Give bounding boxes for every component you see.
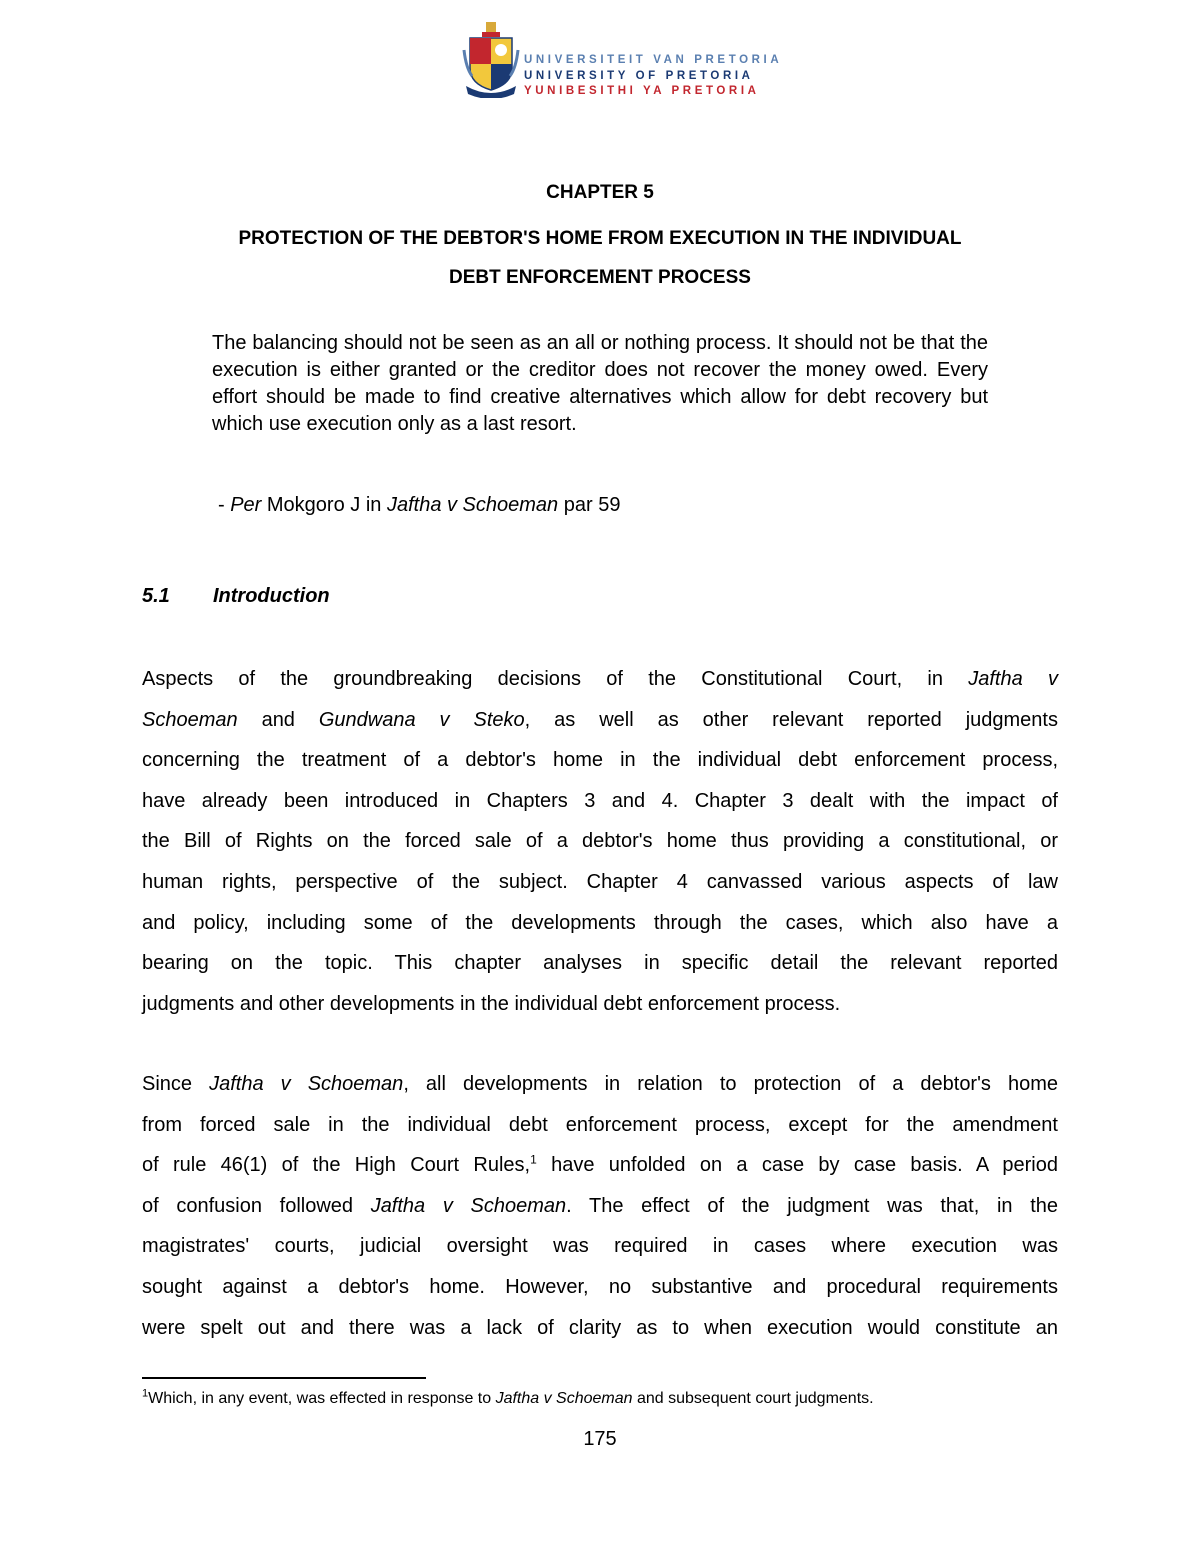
- p1-line: have already been introduced in Chapters 3 and 4. Chapter 3 dealt with the impact of: [142, 789, 1058, 812]
- epigraph-attribution: [218, 494, 620, 517]
- attr-per: Per: [230, 494, 262, 516]
- case-name: Jaftha v Schoeman: [370, 1194, 567, 1217]
- case-name: Gundwana v Steko: [318, 708, 525, 731]
- footnote-mark: 1: [142, 1387, 149, 1400]
- text-run: have unfolded on a case by case basis. A period: [536, 1154, 1059, 1177]
- attr-case: Jaftha v Schoeman: [386, 494, 559, 516]
- case-name: Jaftha v Schoeman: [209, 1073, 404, 1095]
- p1-line: judgments and other developments in the individual debt enforcement process.: [142, 992, 841, 1015]
- p1-line: the Bill of Rights on the forced sale of a debtor's home thus providing a constitutional, or: [142, 830, 1058, 853]
- chapter-title-line-2: DEBT ENFORCEMENT PROCESS: [449, 267, 751, 288]
- chapter-title-line-1: PROTECTION OF THE DEBTOR'S HOME FROM EXECUTION IN THE INDIVIDUAL: [238, 228, 962, 249]
- p1-line: and policy, including some of the developments through the cases, which also have a: [142, 911, 1058, 934]
- footnote-case: Jaftha v Schoeman: [495, 1390, 633, 1407]
- university-logo: [462, 20, 783, 100]
- footnote-1: [142, 1387, 874, 1408]
- p1-line: bearing on the topic. This chapter analyses in specific detail the relevant reported: [142, 952, 1058, 975]
- p2-line: from forced sale in the individual debt enforcement process, except for the amendment: [142, 1113, 1058, 1136]
- p2-line: magistrates' courts, judicial oversight was required in cases where execution was: [142, 1235, 1058, 1258]
- text-run: , all developments in relation to protection of a debtor's home: [403, 1073, 1058, 1095]
- footnote-reference[interactable]: 1: [530, 1152, 537, 1167]
- chapter-number: CHAPTER 5: [546, 182, 654, 203]
- p1-line: [142, 659, 1058, 700]
- case-name: Jaftha v: [968, 668, 1058, 690]
- p2-line: sought against a debtor's home. However, no substantive and procedural requirements: [142, 1275, 1058, 1298]
- footnote-text: Which, in any event, was effected in response to: [148, 1390, 496, 1407]
- text-run: Aspects of the groundbreaking decisions of the Constitutional Court, in: [142, 668, 969, 690]
- attr-prefix: -: [218, 494, 231, 516]
- p2-line: [142, 1186, 1058, 1227]
- p2-line: [142, 1145, 1058, 1186]
- p2-line: were spelt out and there was a lack of clarity as to when execution would constitute an: [142, 1316, 1058, 1339]
- attr-suffix: par 59: [558, 494, 621, 516]
- logo-line-english: UNIVERSITY OF PRETORIA: [524, 69, 754, 82]
- footnote-divider: [142, 1377, 426, 1379]
- text-run: Since: [142, 1073, 210, 1095]
- text-run: and: [237, 708, 319, 731]
- text-run: of confusion followed: [142, 1194, 371, 1217]
- p1-line: [142, 700, 1058, 741]
- epigraph-quote: The balancing should not be seen as an all or nothing process. It should not be that the execution is either granted or the creditor does not recover the money owed. Every effort should be made to find creative alternatives which allow for debt recovery but which use execution only as a last resort.: [212, 332, 988, 435]
- attr-mid: Mokgoro J in: [261, 494, 387, 516]
- p1-line: human rights, perspective of the subject. Chapter 4 canvassed various aspects of law: [142, 870, 1058, 893]
- text-run: . The effect of the judgment was that, in the: [566, 1194, 1058, 1217]
- paragraph-2: [142, 1064, 1058, 1348]
- text-run: , as well as other relevant reported judgments: [524, 708, 1058, 731]
- text-run: of rule 46(1) of the High Court Rules,: [142, 1154, 531, 1177]
- section-title: Introduction: [213, 585, 330, 607]
- paragraph-1: [142, 659, 1058, 1024]
- p1-line: concerning the treatment of a debtor's home in the individual debt enforcement process,: [142, 749, 1058, 772]
- section-number: 5.1: [142, 585, 170, 607]
- logo-line-sepedi: YUNIBESITHI YA PRETORIA: [524, 85, 760, 97]
- university-crest-icon: [462, 20, 520, 98]
- p2-line: [142, 1064, 1058, 1105]
- page-number: 175: [583, 1428, 617, 1450]
- case-name: Schoeman: [142, 708, 238, 731]
- footnote-text-end: and subsequent court judgments.: [632, 1390, 874, 1407]
- logo-wordmark: [524, 53, 782, 100]
- logo-line-afrikaans: UNIVERSITEIT VAN PRETORIA: [524, 54, 783, 66]
